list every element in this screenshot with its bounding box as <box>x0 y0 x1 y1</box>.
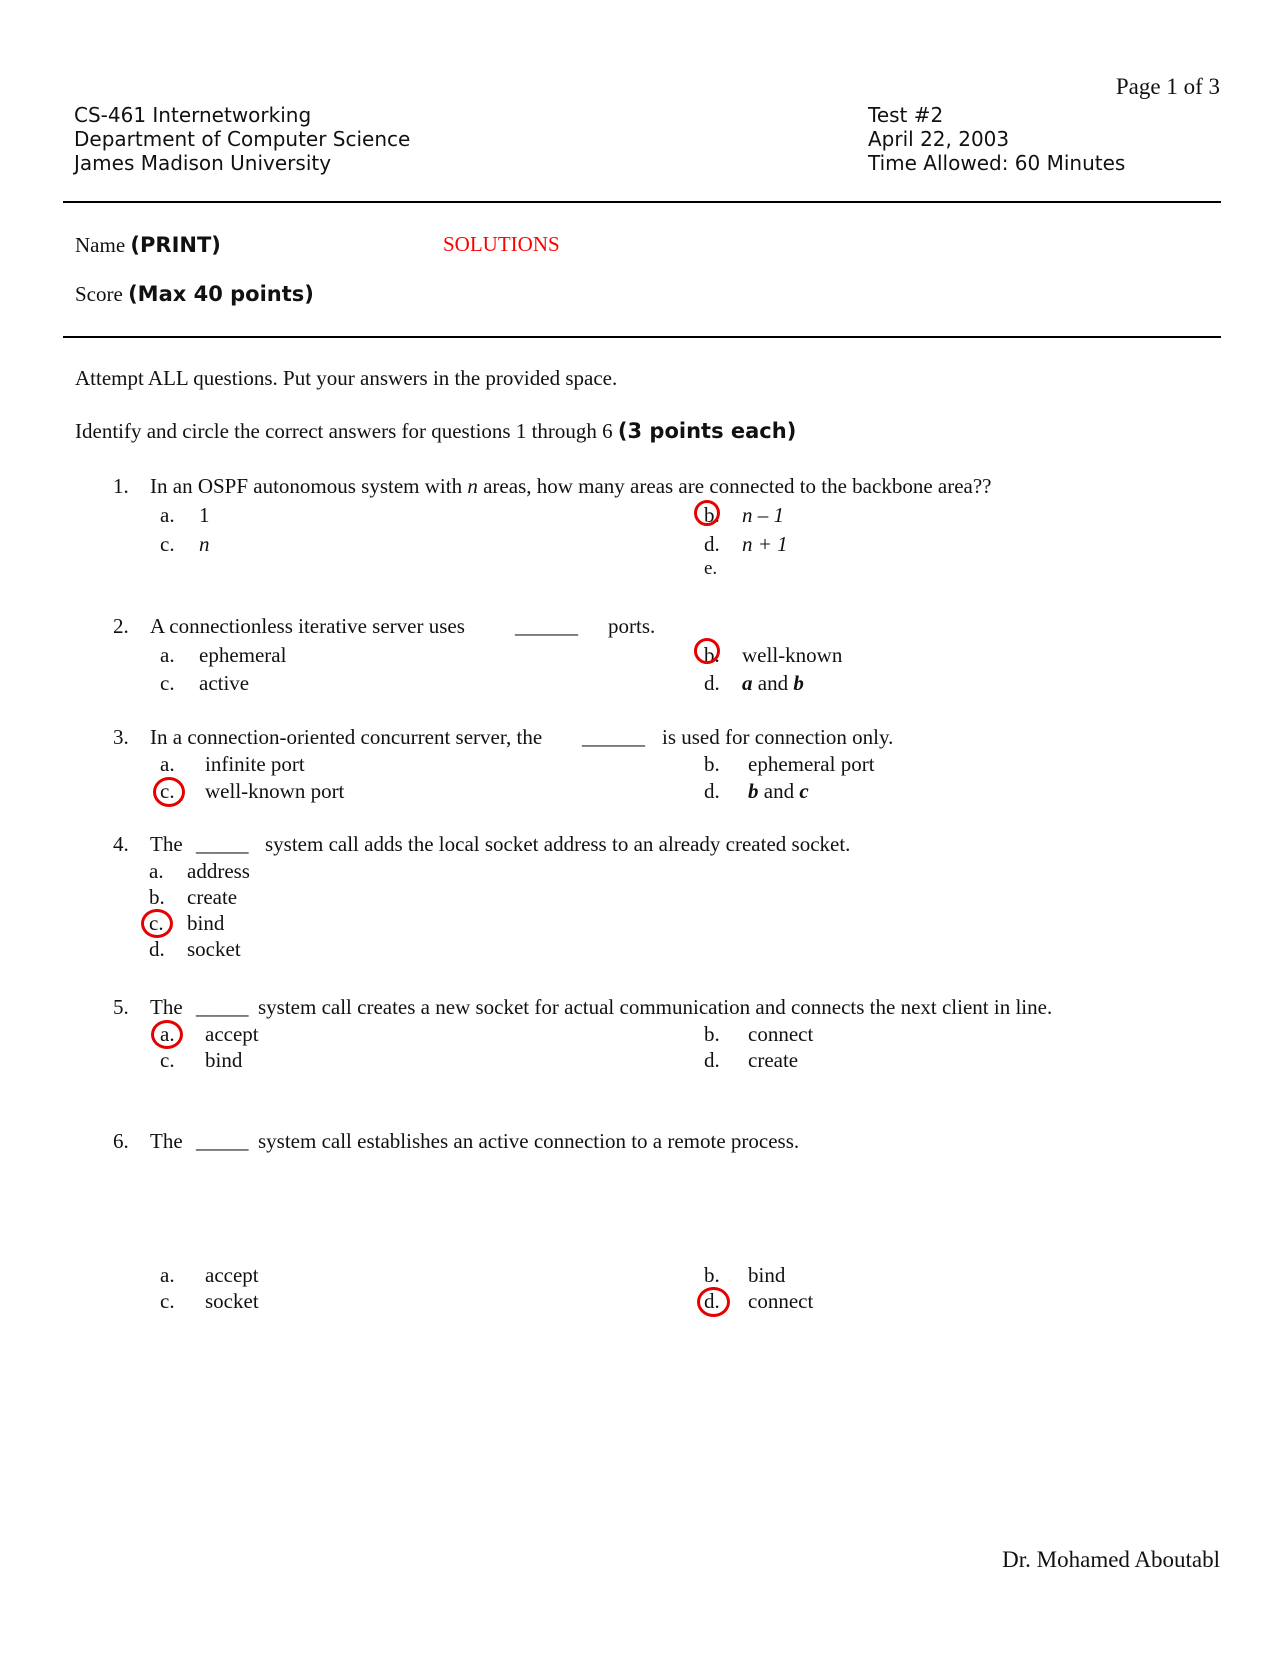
score-row <box>75 281 314 307</box>
q6-b-text: bind <box>748 1263 786 1287</box>
q4-c-text: bind <box>187 911 225 935</box>
q4-c-letter[interactable]: c. <box>149 911 164 935</box>
instructions-line-2 <box>75 418 796 444</box>
q2-b-text: well-known <box>742 643 843 667</box>
q1-number: 1. <box>113 474 129 498</box>
q5-d-letter[interactable]: d. <box>704 1048 720 1072</box>
q3-a-text: infinite port <box>205 752 305 776</box>
q1-c-text: n <box>199 532 210 556</box>
q4-answer-circle <box>141 909 173 938</box>
q4-text-a: The <box>150 832 183 856</box>
q2-d-text <box>742 670 804 696</box>
q3-a-letter[interactable]: a. <box>160 752 175 776</box>
q5-b-letter[interactable]: b. <box>704 1022 720 1046</box>
q1-c-letter[interactable]: c. <box>160 532 175 556</box>
score-label: Score <box>75 282 123 306</box>
q5-b-text: connect <box>748 1022 814 1046</box>
q4-d-text: socket <box>187 937 241 961</box>
q5-number: 5. <box>113 995 129 1019</box>
q6-text-b: system call establishes an active connection to a remote process. <box>258 1129 800 1153</box>
name-label: Name <box>75 233 126 257</box>
q5-a-text: accept <box>205 1022 259 1046</box>
author-footer: Dr. Mohamed Aboutabl <box>1002 1547 1220 1572</box>
q1-b-text: n – 1 <box>742 503 784 527</box>
q3-d-var1: b <box>748 779 759 803</box>
q6-number: 6. <box>113 1129 129 1153</box>
q3-answer-circle <box>153 777 185 807</box>
q6-d-text: connect <box>748 1289 814 1313</box>
q3-c-text: well-known port <box>205 779 345 803</box>
q2-a-letter[interactable]: a. <box>160 643 175 667</box>
q3-b-letter[interactable]: b. <box>704 752 720 776</box>
q6-a-text: accept <box>205 1263 259 1287</box>
q4-a-letter[interactable]: a. <box>149 859 164 883</box>
q1-d-text: n + 1 <box>742 532 788 556</box>
q1-a-text: 1 <box>199 503 210 527</box>
q2-text-a: A connectionless iterative server uses <box>150 614 465 638</box>
test-date: April 22, 2003 <box>868 127 1010 151</box>
q5-text-a: The <box>150 995 183 1019</box>
q2-d-var2: b <box>793 671 804 695</box>
q6-d-letter[interactable]: d. <box>704 1289 720 1313</box>
q4-number: 4. <box>113 832 129 856</box>
q2-c-letter[interactable]: c. <box>160 671 175 695</box>
q4-b-letter[interactable]: b. <box>149 885 165 909</box>
q1-d-letter[interactable]: d. <box>704 532 720 556</box>
q5-answer-circle <box>151 1020 183 1049</box>
score-label-bold: (Max 40 points) <box>128 282 314 306</box>
q6-b-letter[interactable]: b. <box>704 1263 720 1287</box>
q6-c-letter[interactable]: c. <box>160 1289 175 1313</box>
q5-c-text: bind <box>205 1048 243 1072</box>
q4-text-b: system call adds the local socket address to an already created socket. <box>265 832 851 856</box>
header-rule <box>63 201 1221 203</box>
q4-d-letter[interactable]: d. <box>149 937 165 961</box>
q5-d-text: create <box>748 1048 799 1072</box>
q3-number: 3. <box>113 725 129 749</box>
q2-b-letter[interactable]: b. <box>704 643 720 667</box>
q4-a-text: address <box>187 859 250 883</box>
name-row <box>75 232 221 258</box>
q1-text-a: In an OSPF autonomous system with <box>150 474 463 498</box>
q1-var: n <box>467 474 478 498</box>
q3-d-letter[interactable]: d. <box>704 779 720 803</box>
q6-blank: _____ <box>196 1129 249 1153</box>
q2-c-text: active <box>199 671 250 695</box>
instructions-line-1: Attempt ALL questions. Put your answers in the provided space. <box>75 366 618 390</box>
q2-d-and: and <box>757 671 789 695</box>
q5-text-b: system call creates a new socket for actual communication and connects the next client in line. <box>258 995 1053 1019</box>
q1-a-letter[interactable]: a. <box>160 503 175 527</box>
q6-text-a: The <box>150 1129 183 1153</box>
q2-a-text: ephemeral <box>199 643 287 667</box>
q4-b-text: create <box>187 885 238 909</box>
instructions-text: Identify and circle the correct answers for questions 1 through 6 <box>75 419 613 443</box>
q5-a-letter[interactable]: a. <box>160 1022 175 1046</box>
q1-b-letter[interactable]: b. <box>704 503 720 527</box>
department: Department of Computer Science <box>74 127 411 151</box>
q2-number: 2. <box>113 614 129 638</box>
q1-text <box>150 473 992 499</box>
q4-blank: _____ <box>196 832 249 856</box>
points-each: (3 points each) <box>617 419 797 443</box>
q2-d-letter[interactable]: d. <box>704 671 720 695</box>
q3-c-letter[interactable]: c. <box>160 779 175 803</box>
q5-blank: _____ <box>196 995 249 1019</box>
test-number: Test #2 <box>868 103 944 127</box>
q3-d-var2: c <box>799 779 809 803</box>
q3-text-b: is used for connection only. <box>662 725 894 749</box>
q3-text-a: In a connection-oriented concurrent server, the <box>150 725 543 749</box>
q5-c-letter[interactable]: c. <box>160 1048 175 1072</box>
time-allowed: Time Allowed: 60 Minutes <box>868 151 1126 175</box>
q3-b-text: ephemeral port <box>748 752 875 776</box>
q1-answer-circle <box>694 500 720 526</box>
q3-d-and: and <box>763 779 795 803</box>
q3-d-text <box>748 778 809 804</box>
page-number: Page 1 of 3 <box>1115 74 1220 99</box>
q2-answer-circle <box>694 638 720 664</box>
university: James Madison University <box>74 151 332 175</box>
name-label-bold: (PRINT) <box>130 233 221 257</box>
q1-text-b: areas, how many areas are connected to the backbone area?? <box>483 474 992 498</box>
q1-e-letter[interactable]: e. <box>704 558 718 579</box>
q3-blank: ______ <box>582 725 645 749</box>
q2-blank: ______ <box>515 614 578 638</box>
solutions-label: SOLUTIONS <box>443 232 560 256</box>
q2-d-var1: a <box>742 671 753 695</box>
q6-c-text: socket <box>205 1289 259 1313</box>
q2-text-b: ports. <box>608 614 656 638</box>
score-rule <box>63 336 1221 338</box>
course-title: CS-461 Internetworking <box>74 103 312 127</box>
q6-a-letter[interactable]: a. <box>160 1263 175 1287</box>
q6-answer-circle <box>697 1287 730 1317</box>
